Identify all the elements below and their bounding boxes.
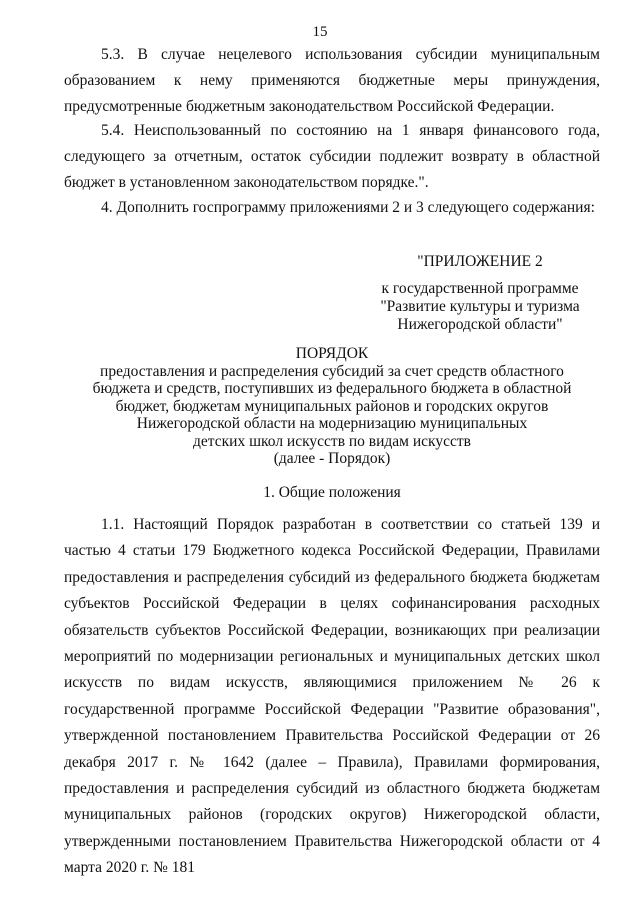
appendix-caption [360,280,600,334]
title-line: детских школ искусств по видам искусств [193,432,471,450]
title-line: бюджет, бюджетам муниципальных районов и городских округов [115,397,549,415]
appendix-line: к государственной программе [381,280,579,297]
title-line: предоставления и распределения субсидий за счет средств областного [100,362,564,380]
appendix-title: "ПРИЛОЖЕНИЕ 2 [417,253,543,270]
appendix-line: "Развитие культуры и туризма [380,298,580,315]
title-heading: ПОРЯДОК [295,345,369,362]
paragraph-4: 4. Дополнить госпрограмму приложениями 2 и 3 следующего содержания: [101,199,595,216]
paragraph-5-3: 5.3. В случае нецелевого использования субсидии муниципальным образованием к нему применяются бюджетные меры принуждения, предусмотренные бюджетным законодательством Российской Федерации. [64,46,600,115]
title-line: Нижегородской области на модернизацию муниципальных [136,415,528,432]
section-heading: 1. Общие положения [263,484,401,501]
paragraph-1-1: 1.1. Настоящий Порядок разработан в соответствии со статьей 139 и частью 4 статьи 179 Бюджетного кодекса Российской Федерации, Правилами предоставления и распределения субсидий из федерального бюджета бюджетам субъектов Российской Федерации в целях софинансирования расходных обязательств субъектов Российской Федерации, возникающих при реализации мероприятий по модернизации региональных и муниципальных детских школ искусств по видам искусств, являющимися приложением № 26 к государственной программе Российской Федерации "Развитие образования", утвержденной постановлением Правительства Российской Федерации от 26 декабря 2017 г. № 1642 (далее – Правила), Правилами формирования, предоставления и распределения субсидий из областного бюджета бюджетам муниципальных районов (городских округов) Нижегородской области, утвержденными постановлением Правительства Нижегородской области от 4 марта 2020 г. № 181 [64,516,600,877]
title-line: (далее - Порядок) [273,450,391,467]
paragraph-5-4: 5.4. Неиспользованный по состоянию на 1 января финансового года, следующего за отчетным, остаток субсидии подлежит возврату в областной бюджет в установленном законодательством порядке.". [64,122,600,191]
title-line: бюджета и средств, поступивших из федерального бюджета в областной [92,380,572,397]
page-number: 15 [312,24,328,40]
appendix-line: Нижегородской области" [397,316,563,333]
document-title [64,345,600,468]
